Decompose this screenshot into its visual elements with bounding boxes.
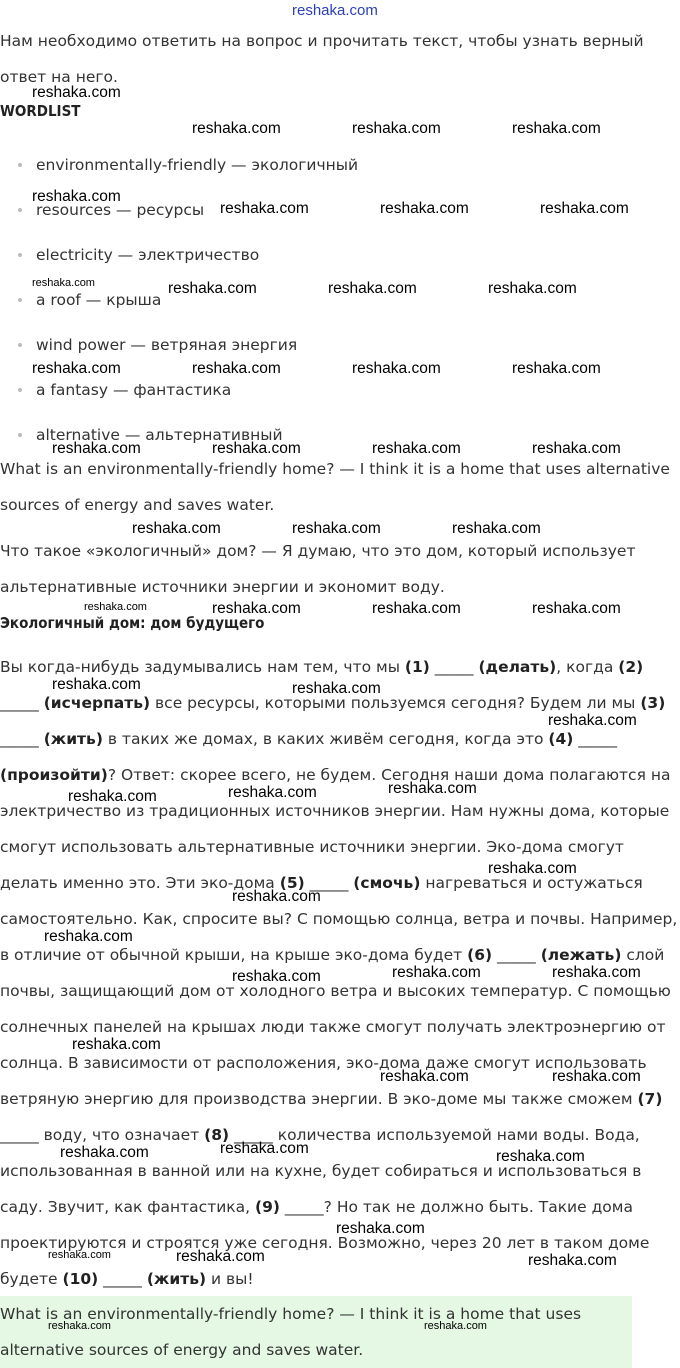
watermark: reshaka.com xyxy=(328,280,417,297)
watermark: reshaka.com xyxy=(372,440,461,457)
gap-marker: (жить) xyxy=(43,730,103,748)
watermark: reshaka.com xyxy=(392,964,481,981)
watermark: reshaka.com xyxy=(496,1148,585,1165)
gap-marker: (9) xyxy=(255,1198,280,1216)
gap-marker: (1) xyxy=(404,658,430,676)
watermark: reshaka.com xyxy=(176,1248,265,1265)
watermark: reshaka.com xyxy=(212,600,301,617)
article-text-segment: _____ xyxy=(0,694,44,712)
watermark: reshaka.com xyxy=(220,200,309,217)
watermark: reshaka.com xyxy=(488,280,577,297)
article-text-segment: _____ xyxy=(429,658,479,676)
watermark: reshaka.com xyxy=(488,860,577,877)
watermark: reshaka.com xyxy=(352,360,441,377)
watermark: reshaka.com xyxy=(32,277,95,289)
watermark: reshaka.com xyxy=(548,712,637,729)
gap-marker: (смочь) xyxy=(353,874,421,892)
watermark: reshaka.com xyxy=(84,601,147,613)
gap-marker: (8) xyxy=(204,1126,230,1144)
watermark: reshaka.com xyxy=(168,280,257,297)
list-item: wind power — ветряная энергия xyxy=(0,328,680,373)
watermark: reshaka.com xyxy=(132,520,221,537)
article-text-segment: _____ xyxy=(573,730,618,748)
watermark: reshaka.com xyxy=(212,440,301,457)
wordlist-title: WORDLIST xyxy=(0,102,81,120)
list-item: a roof — крыша xyxy=(0,283,680,328)
watermark: reshaka.com xyxy=(532,440,621,457)
article-text-segment: нагреваться и остужаться самостоятельно. Как, спросите вы? С помощью солнца, ветра и почвы. Например, в отличие от обычной крыши, на крыше эко-дома будет xyxy=(0,874,678,964)
watermark: reshaka.com xyxy=(512,120,601,137)
gap-marker: (10) xyxy=(62,1270,99,1288)
watermark: reshaka.com xyxy=(52,440,141,457)
bullet-icon xyxy=(18,433,22,437)
watermark: reshaka.com xyxy=(72,1036,161,1053)
article-title: Экологичный дом: дом будущего xyxy=(0,614,265,632)
gap-marker: (жить) xyxy=(146,1270,207,1288)
bullet-icon xyxy=(18,388,22,392)
watermark: reshaka.com xyxy=(48,1249,111,1261)
article-text-segment: все ресурсы, которыми пользуемся сегодня? Будем ли мы xyxy=(150,694,641,712)
article-text-segment: Вы когда-нибудь задумывались нам тем, что мы xyxy=(0,658,405,676)
gap-marker: (произойти) xyxy=(0,766,108,784)
answer-text: What is an environmentally-friendly home? — I think it is a home that uses alternative sources of energy and saves water. xyxy=(0,1305,582,1359)
watermark: reshaka.com xyxy=(512,360,601,377)
watermark: reshaka.com xyxy=(372,600,461,617)
watermark: reshaka.com xyxy=(528,1252,617,1269)
gap-marker: (лежать) xyxy=(540,946,622,964)
watermark: reshaka.com xyxy=(380,1068,469,1085)
watermark: reshaka.com xyxy=(552,964,641,981)
gap-marker: (3) xyxy=(640,694,666,712)
watermark: reshaka.com xyxy=(232,968,321,985)
article-text-segment: _____ xyxy=(98,1270,147,1288)
list-item: electricity — электричество xyxy=(0,238,680,283)
list-item: alternative — альтернативный xyxy=(0,418,680,463)
watermark: reshaka.com xyxy=(388,780,477,797)
gap-marker: (делать) xyxy=(478,658,557,676)
list-item: a fantasy — фантастика xyxy=(0,373,680,418)
gap-marker: (исчерпать) xyxy=(43,694,151,712)
watermark: reshaka.com xyxy=(228,784,317,801)
watermark: reshaka.com xyxy=(68,788,157,805)
watermark: reshaka.com xyxy=(192,120,281,137)
intro-text: Нам необходимо ответить на вопрос и прочитать текст, чтобы узнать верный ответ на него. xyxy=(0,32,644,86)
article-text-segment: _____ xyxy=(0,730,44,748)
gap-marker: (4) xyxy=(548,730,574,748)
watermark: reshaka.com xyxy=(552,1068,641,1085)
article-text-segment: ? Ответ: скорее всего, не будем. Сегодня наши дома полагаются на электричество из традиционных источников энергии. Нам нужны дома, которые смогут использовать альтернативные источники энергии. Эко-дома смогут делать именно это. Эти эко-дома xyxy=(0,766,671,892)
watermark: reshaka.com xyxy=(336,1220,425,1237)
answer-box xyxy=(0,1296,632,1368)
watermark: reshaka.com xyxy=(32,84,121,101)
bullet-icon xyxy=(18,298,22,302)
watermark: reshaka.com xyxy=(424,1320,487,1332)
bullet-icon xyxy=(18,343,22,347)
watermark: reshaka.com xyxy=(292,520,381,537)
article-text-segment: , когда xyxy=(556,658,619,676)
gap-marker: (2) xyxy=(618,658,644,676)
bullet-icon xyxy=(18,208,22,212)
bullet-icon xyxy=(18,253,22,257)
list-item: resources — ресурсы xyxy=(0,193,680,238)
qa-russian: Что такое «экологичный» дом? — Я думаю, что это дом, который использует альтернативные источники энергии и экономит воду. xyxy=(0,542,636,596)
watermark: reshaka.com xyxy=(352,120,441,137)
list-item: environmentally-friendly — экологичный xyxy=(0,148,680,193)
article-text-segment: _____? Но так не должно быть. Такие дома проектируются и строятся уже сегодня. Возможно, через 20 лет в таком доме будете xyxy=(0,1198,650,1288)
watermark: reshaka.com xyxy=(452,520,541,537)
qa-english: What is an environmentally-friendly home? — I think it is a home that uses alternative sources of energy and saves water. xyxy=(0,460,670,514)
gap-marker: (6) xyxy=(467,946,493,964)
watermark: reshaka.com xyxy=(52,676,141,693)
watermark: reshaka.com xyxy=(232,888,321,905)
article-text-segment: слой почвы, защищающий дом от холодного ветра и высоких температур. С помощью солнечных панелей на крышах люди также смогут получать электроэнергию от солнца. В зависимости от расположения, эко-дома даже смогут использовать ветряную энергию для производства энергии. В эко-доме мы также сможем xyxy=(0,946,671,1108)
watermark: reshaka.com xyxy=(44,928,133,945)
article-text-segment: _____ xyxy=(492,946,541,964)
watermark: reshaka.com xyxy=(48,1320,111,1332)
gap-marker: (5) xyxy=(279,874,305,892)
site-watermark-link[interactable]: reshaka.com xyxy=(292,2,378,19)
watermark: reshaka.com xyxy=(32,360,121,377)
watermark: reshaka.com xyxy=(60,1144,149,1161)
article-text-segment: в таких же домах, в каких живём сегодня, когда это xyxy=(102,730,549,748)
watermark: reshaka.com xyxy=(32,188,121,205)
watermark: reshaka.com xyxy=(540,200,629,217)
watermark: reshaka.com xyxy=(380,200,469,217)
bullet-icon xyxy=(18,163,22,167)
article-text-segment: _____ воду, что означает xyxy=(0,1126,205,1144)
gap-marker: (7) xyxy=(637,1090,663,1108)
watermark: reshaka.com xyxy=(532,600,621,617)
watermark: reshaka.com xyxy=(192,360,281,377)
watermark: reshaka.com xyxy=(220,1140,309,1157)
watermark: reshaka.com xyxy=(292,680,381,697)
article-text-segment: _____ xyxy=(304,874,354,892)
article-text-segment: и вы! xyxy=(206,1270,254,1288)
article-text-segment: _____ количества используемой нами воды. Вода, использованная в ванной или на кухне, будет собираться и использоваться в саду. Звучит, как фантастика, xyxy=(0,1126,642,1216)
